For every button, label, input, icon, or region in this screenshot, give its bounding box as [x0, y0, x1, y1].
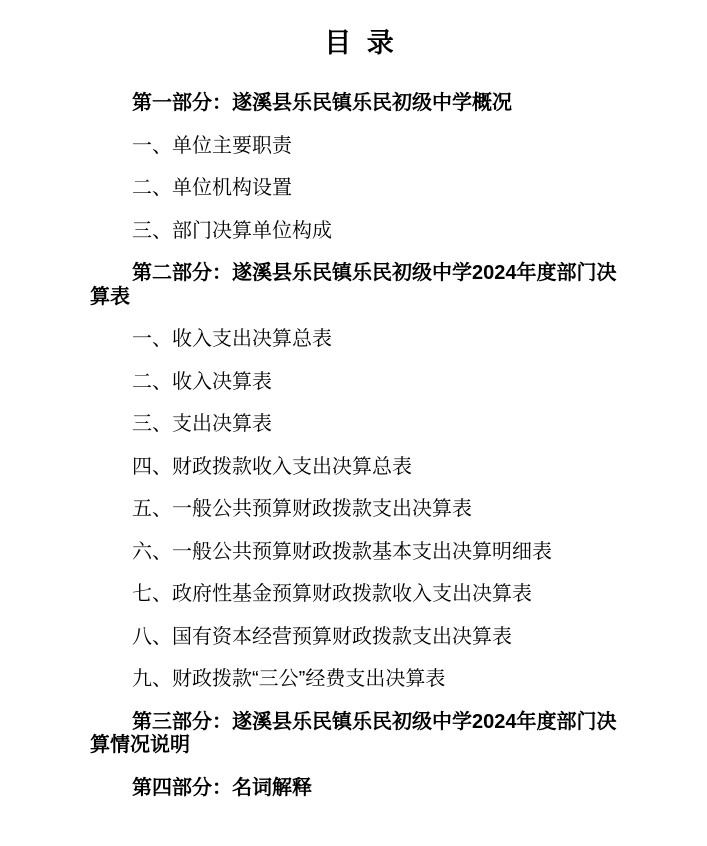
toc-item: 二、单位机构设置 [132, 177, 292, 199]
toc-title: 目 录 [324, 28, 394, 58]
toc-item: 四、财政拨款收入支出决算总表 [132, 455, 412, 478]
section-heading-part4: 第四部分：名词解释 [132, 776, 312, 799]
toc-item: 五、一般公共预算财政拨款支出决算表 [132, 498, 472, 520]
toc-item: 三、部门决算单位构成 [132, 219, 332, 242]
section-heading-part1: 第一部分：遂溪县乐民镇乐民初级中学概况 [132, 92, 512, 114]
toc-item: 六、一般公共预算财政拨款基本支出决算明细表 [132, 540, 552, 563]
section-heading-part3: 第三部分：遂溪县乐民镇乐民初级中学2024年度部门决算情况说明 [90, 710, 617, 756]
toc-item: 八、国有资本经营预算财政拨款支出决算表 [132, 625, 512, 648]
toc-item: 七、政府性基金预算财政拨款收入支出决算表 [132, 583, 532, 605]
toc-item: 三、支出决算表 [132, 413, 272, 435]
toc-item: 一、收入支出决算总表 [132, 328, 332, 350]
toc-item: 二、收入决算表 [132, 370, 272, 393]
toc-item: 一、单位主要职责 [132, 134, 292, 157]
section-heading-part2: 第二部分：遂溪县乐民镇乐民初级中学2024年度部门决算表 [90, 262, 617, 308]
toc-item: 九、财政拨款“三公”经费支出决算表 [132, 668, 446, 690]
